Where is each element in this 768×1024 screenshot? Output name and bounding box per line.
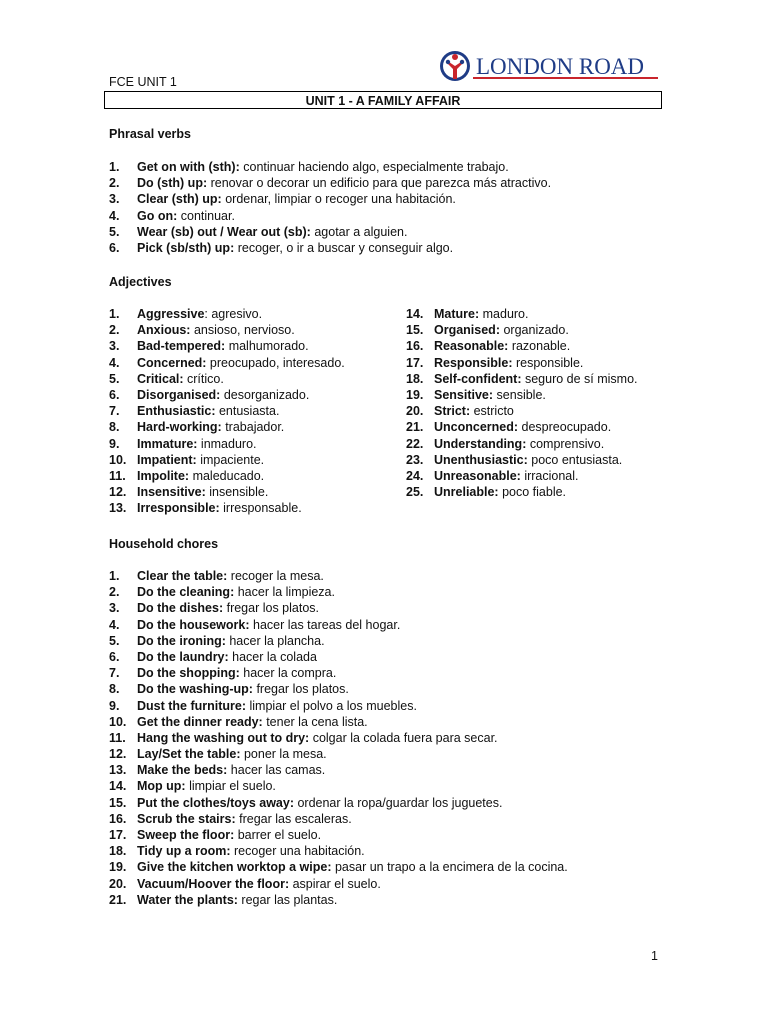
list-item: 10. Impatient: impaciente.: [109, 452, 265, 467]
london-road-logo: [436, 48, 660, 86]
list-item: 10. Get the dinner ready: tener la cena lista.: [109, 714, 368, 729]
list-item: 2. Anxious: ansioso, nervioso.: [109, 323, 295, 338]
list-item: 25. Unreliable: poco fiable.: [406, 485, 567, 500]
list-item: 3. Bad-tempered: malhumorado.: [109, 339, 309, 354]
page-number: 1: [651, 949, 658, 963]
adjectives-heading: Adjectives: [109, 275, 172, 289]
list-item: 9. Immature: inmaduro.: [109, 436, 257, 451]
list-item: 11. Impolite: maleducado.: [109, 468, 265, 483]
list-item: 2. Do (sth) up: renovar o decorar un edificio para que parezca más atractivo.: [109, 176, 552, 191]
list-item: 1. Aggressive: agresivo.: [109, 307, 263, 321]
phrasal-verbs-heading: Phrasal verbs: [109, 127, 191, 141]
list-item: 1. Get on with (sth): continuar haciendo algo, especialmente trabajo.: [109, 160, 509, 174]
list-item: 21. Water the plants: regar las plantas.: [109, 892, 338, 907]
list-item: 12. Insensitive: insensible.: [109, 485, 269, 500]
phrasal-verbs-list: [109, 159, 551, 256]
list-item: 4. Do the housework: hacer las tareas del hogar.: [109, 617, 401, 632]
list-item: 14. Mop up: limpiar el suelo.: [109, 779, 276, 794]
list-item: 22. Understanding: comprensivo.: [406, 436, 605, 451]
list-item: 19. Sensitive: sensible.: [406, 387, 546, 402]
list-item: 3. Do the dishes: fregar los platos.: [109, 601, 320, 616]
household-chores-list: [109, 568, 568, 908]
list-item: 14. Mature: maduro.: [406, 307, 529, 321]
list-item: 18. Self-confident: seguro de sí mismo.: [406, 371, 638, 386]
list-item: 8. Hard-working: trabajador.: [109, 420, 285, 435]
list-item: 21. Unconcerned: despreocupado.: [406, 420, 612, 435]
adjectives-list-right: [406, 306, 638, 500]
list-item: 17. Responsible: responsible.: [406, 355, 584, 370]
list-item: 4. Concerned: preocupado, interesado.: [109, 355, 345, 370]
list-item: 15. Put the clothes/toys away: ordenar la ropa/guardar los juguetes.: [109, 795, 503, 810]
page-title: UNIT 1 - A FAMILY AFFAIR: [104, 91, 662, 109]
list-item: 20. Strict: estricto: [406, 404, 514, 419]
list-item: 15. Organised: organizado.: [406, 323, 569, 338]
list-item: 5. Critical: crítico.: [109, 371, 224, 386]
list-item: 16. Scrub the stairs: fregar las escaleras.: [109, 811, 352, 826]
list-item: 6. Disorganised: desorganizado.: [109, 387, 310, 402]
list-item: 11. Hang the washing out to dry: colgar la colada fuera para secar.: [109, 730, 498, 745]
logo-graphic: [436, 48, 660, 86]
list-item: 7. Do the shopping: hacer la compra.: [109, 666, 337, 681]
list-item: 12. Lay/Set the table: poner la mesa.: [109, 747, 327, 762]
adjectives-list-left: [109, 306, 345, 516]
list-item: 20. Vacuum/Hoover the floor: aspirar el suelo.: [109, 876, 381, 891]
list-item: 4. Go on: continuar.: [109, 208, 235, 223]
list-item: 2. Do the cleaning: hacer la limpieza.: [109, 585, 335, 600]
list-item: 9. Dust the furniture: limpiar el polvo a los muebles.: [109, 698, 417, 713]
household-chores-heading: Household chores: [109, 537, 219, 551]
list-item: 1. Clear the table: recoger la mesa.: [109, 569, 324, 583]
list-item: 6. Pick (sb/sth) up: recoger, o ir a buscar y conseguir algo.: [109, 240, 454, 255]
list-item: 24. Unreasonable: irracional.: [406, 468, 579, 483]
list-item: 5. Wear (sb) out / Wear out (sb): agotar a alguien.: [109, 224, 408, 239]
list-item: 17. Sweep the floor: barrer el suelo.: [109, 828, 322, 842]
logo-text: LONDON ROAD: [476, 54, 645, 79]
list-item: 7. Enthusiastic: entusiasta.: [109, 404, 280, 419]
list-item: 6. Do the laundry: hacer la colada: [109, 649, 317, 664]
list-item: 23. Unenthusiastic: poco entusiasta.: [406, 452, 623, 467]
list-item: 19. Give the kitchen worktop a wipe: pasar un trapo a la encimera de la cocina.: [109, 860, 568, 875]
list-item: 16. Reasonable: razonable.: [406, 339, 571, 354]
unit-label: FCE UNIT 1: [109, 75, 177, 89]
list-item: 5. Do the ironing: hacer la plancha.: [109, 633, 325, 648]
list-item: 18. Tidy up a room: recoger una habitación.: [109, 844, 365, 859]
list-item: 3. Clear (sth) up: ordenar, limpiar o recoger una habitación.: [109, 192, 456, 207]
list-item: 13. Irresponsible: irresponsable.: [109, 501, 302, 516]
list-item: 13. Make the beds: hacer las camas.: [109, 763, 326, 778]
list-item: 8. Do the washing-up: fregar los platos.: [109, 682, 349, 697]
